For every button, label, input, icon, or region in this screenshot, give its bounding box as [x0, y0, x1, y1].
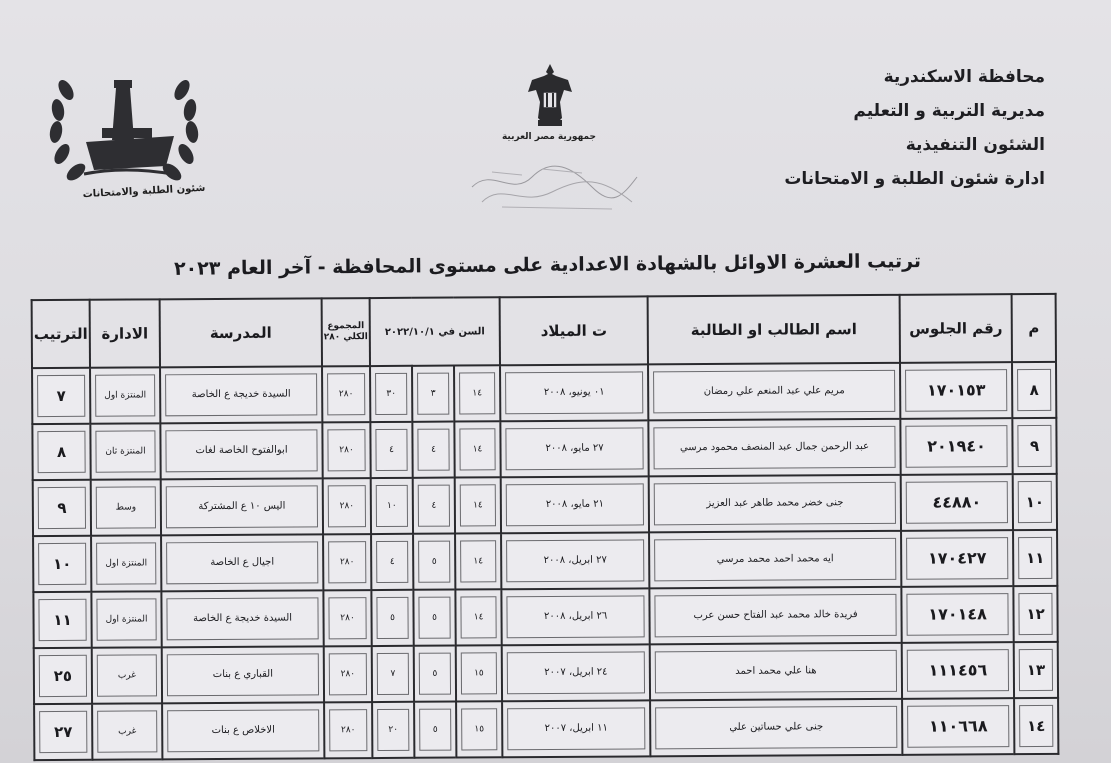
birth-date-cell: [501, 476, 649, 533]
rank-value-cell: [33, 536, 91, 592]
department-line: ادارة شئون الطلبة و الامتحانات: [784, 169, 1045, 189]
age-months-cell: [414, 646, 456, 702]
department-logo: [44, 70, 214, 210]
student-name-cell: [648, 363, 900, 421]
administration-cell: [91, 591, 161, 647]
col-header-m: م: [1012, 294, 1056, 362]
age-months: ٤: [418, 485, 450, 527]
school-name: ابوالفتوح الخاصة لغات: [165, 429, 317, 472]
total-score: ٢٨٠: [328, 485, 366, 527]
table-row: [32, 362, 1056, 424]
school-name: السيدة خديجة ع الخاصة: [166, 597, 318, 640]
administration: غرب: [97, 710, 157, 752]
student-name: مريم علي عبد المنعم علي رمضان: [653, 370, 895, 413]
birth-date-cell: [502, 700, 650, 757]
school-name: اليس ١٠ ع المشتركة: [166, 485, 318, 528]
seat-number: ٢٠١٩٤٠: [905, 425, 1007, 468]
rank-value-cell: [33, 480, 91, 536]
administration-cell: [90, 423, 160, 479]
school-name-cell: [161, 478, 323, 535]
birth-date-cell: [501, 532, 649, 589]
rank-value: ٧: [37, 375, 85, 417]
administration: وسط: [96, 486, 156, 528]
total-score-cell: [323, 534, 371, 590]
row-number: ٩: [1017, 425, 1051, 467]
row-number: ٨: [1017, 369, 1051, 411]
row-number: ١٣: [1019, 649, 1053, 691]
age-days: ٤: [375, 429, 407, 471]
age-months: ٤: [417, 429, 449, 471]
seat-number-cell: [900, 418, 1012, 475]
rank-value: ٢٧: [39, 711, 87, 753]
age-months-cell: [412, 366, 454, 422]
age-years: ١٤: [460, 540, 496, 582]
seat-number: ١١١٤٥٦: [907, 649, 1009, 692]
table-row: [33, 530, 1057, 592]
row-number-cell: [1013, 530, 1057, 586]
age-days-cell: [372, 646, 414, 702]
seat-number: ١٧٠١٥٣: [905, 369, 1007, 412]
age-months-cell: [413, 590, 455, 646]
administration: المنتزة ثان: [95, 430, 155, 472]
seat-number-cell: [902, 698, 1014, 755]
birth-date: ٢٧ ابريل، ٢٠٠٨: [506, 539, 644, 582]
age-days: ٧: [377, 653, 409, 695]
age-years-cell: [456, 645, 502, 701]
birth-date-cell: [501, 588, 649, 645]
school-name-cell: [161, 534, 323, 591]
age-days-cell: [370, 422, 412, 478]
administration-cell: [91, 479, 161, 535]
rank-value-cell: [32, 424, 90, 480]
age-days: ٢٠: [377, 709, 409, 751]
rank-value: ٨: [37, 431, 85, 473]
age-years: ١٥: [461, 708, 497, 750]
age-days: ٤: [376, 541, 408, 583]
age-months: ٣: [417, 373, 449, 415]
administration-cell: [92, 647, 162, 703]
col-header-dob: ت الميلاد: [500, 296, 648, 365]
seat-number-cell: [902, 642, 1014, 699]
logo-caption: شئون الطلبة والامتحانات: [82, 182, 206, 201]
age-years: ١٤: [459, 372, 495, 414]
governorate-line: محافظة الاسكندرية: [883, 67, 1045, 87]
rank-value: ٩: [38, 487, 86, 529]
birth-date: ٢١ مايو، ٢٠٠٨: [506, 483, 644, 526]
col-header-rank: الترتيب: [32, 300, 90, 368]
table-header-row: [32, 294, 1056, 368]
document-title: ترتيب العشرة الاوائل بالشهادة الاعدادية على مستوى المحافظة - آخر العام ٢٠٢٣: [173, 250, 922, 280]
total-score-cell: [324, 646, 372, 702]
table-row: [33, 586, 1057, 648]
seat-number: ٤٤٨٨٠: [906, 481, 1008, 524]
rank-value-cell: [33, 592, 91, 648]
col-header-name: اسم الطالب او الطالبة: [648, 295, 900, 365]
total-score-cell: [322, 366, 370, 422]
directorate-header: [685, 60, 1045, 196]
administration: المنتزة اول: [95, 374, 155, 416]
age-years: ١٥: [461, 652, 497, 694]
age-years-cell: [455, 589, 501, 645]
total-score-cell: [323, 478, 371, 534]
age-months-cell: [413, 534, 455, 590]
rank-value: ١٠: [38, 543, 86, 585]
school-name: الاخلاص ع بنات: [167, 709, 319, 752]
age-months-cell: [414, 702, 456, 758]
student-name-cell: [649, 587, 901, 645]
affairs-line: الشئون التنفيذية: [905, 135, 1045, 155]
birth-date: ٢٤ ابريل، ٢٠٠٧: [507, 651, 645, 694]
birth-date: ٢٦ ابريل، ٢٠٠٨: [506, 595, 644, 638]
eagle-icon: [524, 62, 576, 130]
student-name-cell: [650, 699, 902, 757]
total-score: ٢٨٠: [329, 709, 367, 751]
age-days: ١٠: [376, 485, 408, 527]
school-name: القباري ع بنات: [167, 653, 319, 696]
student-name: ايه محمد احمد محمد مرسي: [654, 538, 896, 581]
row-number: ١٢: [1018, 593, 1052, 635]
row-number-cell: [1012, 418, 1056, 474]
signature-stamp: [462, 147, 642, 217]
total-score-cell: [324, 702, 372, 758]
rank-value-cell: [32, 368, 90, 424]
age-days: ٥: [376, 597, 408, 639]
school-name-cell: [160, 366, 322, 423]
total-score: ٢٨٠: [327, 373, 365, 415]
total-score: ٢٨٠: [328, 597, 366, 639]
total-score-cell: [322, 422, 370, 478]
total-score: ٢٨٠: [327, 429, 365, 471]
age-years: ١٤: [460, 484, 496, 526]
school-name: السيدة خديجة ع الخاصة: [165, 373, 317, 416]
age-days-cell: [371, 590, 413, 646]
row-number: ١٤: [1019, 705, 1053, 747]
age-months: ٥: [419, 709, 451, 751]
seat-number: ١١٠٦٦٨: [907, 705, 1009, 748]
birth-date-cell: [500, 420, 648, 477]
age-years-cell: [455, 477, 501, 533]
administration: غرب: [97, 654, 157, 696]
egypt-emblem: [462, 62, 642, 212]
col-header-admin: الادارة: [90, 299, 160, 367]
row-number-cell: [1013, 586, 1057, 642]
row-number-cell: [1014, 642, 1058, 698]
administration-cell: [91, 535, 161, 591]
total-score-cell: [323, 590, 371, 646]
col-header-age: السن في ٢٠٢٢/١٠/١: [370, 297, 500, 366]
seat-number-cell: [900, 362, 1012, 419]
age-days-cell: [371, 534, 413, 590]
school-name-cell: [162, 646, 324, 703]
table-row: [34, 642, 1058, 704]
age-months: ٥: [418, 541, 450, 583]
administration: المنتزة اول: [96, 542, 156, 584]
rank-value: ٢٥: [39, 655, 87, 697]
seat-number-cell: [901, 586, 1013, 643]
student-name: جنى علي حساتين علي: [655, 706, 897, 749]
administration-cell: [92, 703, 162, 759]
student-name-cell: [649, 531, 901, 589]
table-row: [33, 474, 1057, 536]
age-years-cell: [454, 421, 500, 477]
row-number-cell: [1013, 474, 1057, 530]
age-months-cell: [413, 478, 455, 534]
seat-number-cell: [901, 474, 1013, 531]
col-header-total: المجموع الكلي ٢٨٠: [322, 298, 370, 366]
seat-number-cell: [901, 530, 1013, 587]
age-days-cell: [371, 478, 413, 534]
student-name-cell: [648, 419, 900, 477]
age-days-cell: [372, 702, 414, 758]
emblem-caption: جمهورية مصر العربية: [501, 132, 597, 142]
age-years-cell: [454, 365, 500, 421]
age-days-cell: [370, 366, 412, 422]
birth-date: ٠١ يونيو، ٢٠٠٨: [505, 371, 643, 414]
birth-date-cell: [500, 364, 648, 421]
directorate-line: مديرية التربية و التعليم: [853, 101, 1045, 121]
birth-date: ١١ ابريل، ٢٠٠٧: [507, 707, 645, 750]
rank-value-cell: [34, 704, 92, 760]
administration: المنتزة اول: [96, 598, 156, 640]
student-name: فريدة خالد محمد عبد الفتاح حسن عرب: [654, 594, 896, 637]
row-number: ١١: [1018, 537, 1052, 579]
rank-value: ١١: [38, 599, 86, 641]
age-days: ٣٠: [375, 373, 407, 415]
col-header-school: المدرسة: [160, 298, 322, 367]
seat-number: ١٧٠١٤٨: [906, 593, 1008, 636]
row-number: ١٠: [1018, 481, 1052, 523]
table-row: [32, 418, 1056, 480]
age-years-cell: [456, 701, 502, 757]
col-header-seat: رقم الجلوس: [900, 294, 1012, 363]
school-name-cell: [161, 590, 323, 647]
table-row: [34, 698, 1058, 760]
student-name: عبد الرحمن جمال عبد المنصف محمود مرسي: [653, 426, 895, 469]
total-score: ٢٨٠: [329, 653, 367, 695]
row-number-cell: [1014, 698, 1058, 754]
student-name-cell: [650, 643, 902, 701]
age-years-cell: [455, 533, 501, 589]
birth-date-cell: [502, 644, 650, 701]
total-score: ٢٨٠: [328, 541, 366, 583]
top-students-table: [31, 293, 1060, 761]
student-name-cell: [649, 475, 901, 533]
age-years: ١٤: [459, 428, 495, 470]
age-months: ٥: [419, 653, 451, 695]
student-name: هنا علي محمد احمد: [655, 650, 897, 693]
age-years: ١٤: [460, 596, 496, 638]
school-name: اجيال ع الخاصة: [166, 541, 318, 584]
rank-value-cell: [34, 648, 92, 704]
student-name: جنى خضر محمد طاهر عبد العزيز: [654, 482, 896, 525]
administration-cell: [90, 367, 160, 423]
age-months-cell: [412, 422, 454, 478]
birth-date: ٢٧ مايو، ٢٠٠٨: [505, 427, 643, 470]
seat-number: ١٧٠٤٢٧: [906, 537, 1008, 580]
row-number-cell: [1012, 362, 1056, 418]
age-months: ٥: [418, 597, 450, 639]
school-name-cell: [162, 702, 324, 759]
school-name-cell: [160, 422, 322, 479]
